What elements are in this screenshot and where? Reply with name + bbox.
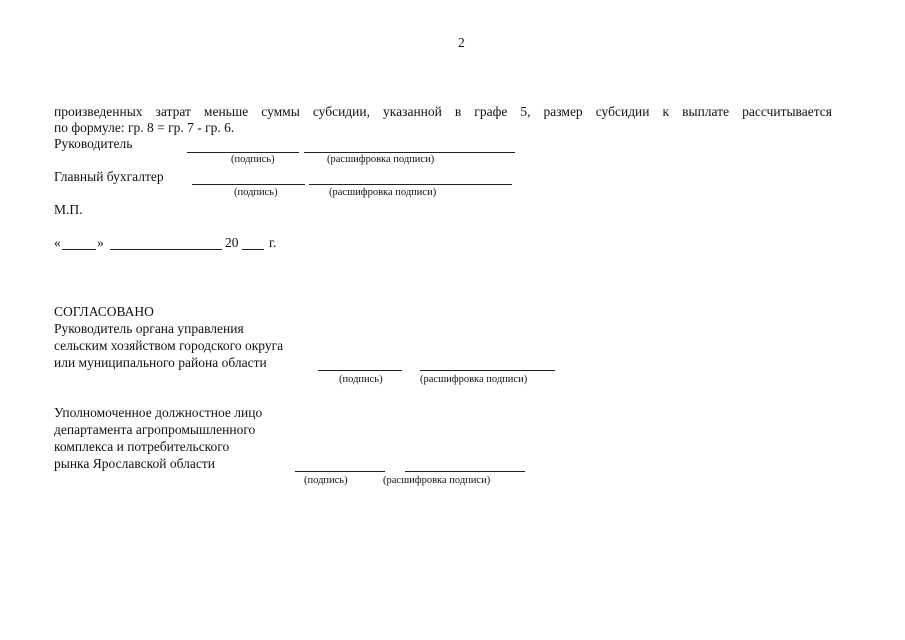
approval-block1-signature-caption: (подпись) <box>339 374 383 385</box>
accountant-signature-line <box>192 184 305 185</box>
date-year-prefix: 20 <box>225 235 239 250</box>
approval-block2-signature-caption: (подпись) <box>304 475 348 486</box>
date-open-quote: « <box>54 235 61 250</box>
approval-block1-decryption-line <box>420 370 555 371</box>
accountant-decryption-line <box>309 184 512 185</box>
approval-block2-decryption-line <box>405 471 525 472</box>
continuation-paragraph <box>54 104 832 136</box>
approval-block2-line-1: Уполномоченное должностное лицо <box>54 405 263 420</box>
date-year-line <box>242 249 264 250</box>
date-day-line <box>62 249 96 250</box>
approval-block2-line-3: комплекса и потребительского <box>54 439 230 454</box>
approval-block2-line-4: рынка Ярославской области <box>54 456 215 471</box>
date-close-quote: » <box>97 235 104 250</box>
approval-block1-line-3: или муниципального района области <box>54 355 267 370</box>
stamp-place-label: М.П. <box>54 202 83 217</box>
date-year-suffix: г. <box>269 235 277 250</box>
approval-block1-decryption-caption: (расшифровка подписи) <box>420 374 528 385</box>
accountant-decryption-caption: (расшифровка подписи) <box>329 187 437 198</box>
head-decryption-caption: (расшифровка подписи) <box>327 154 435 165</box>
approval-title: СОГЛАСОВАНО <box>54 304 154 319</box>
head-decryption-line <box>304 152 515 153</box>
approval-block2-line-2: департамента агропромышленного <box>54 422 256 437</box>
approval-block1-line-2: сельским хозяйством городского округа <box>54 338 284 353</box>
approval-block2-decryption-caption: (расшифровка подписи) <box>383 475 491 486</box>
accountant-role-label: Главный бухгалтер <box>54 169 164 184</box>
head-role-label: Руководитель <box>54 136 133 151</box>
approval-block1-signature-line <box>318 370 402 371</box>
approval-block1-line-1: Руководитель органа управления <box>54 321 244 336</box>
approval-block2-signature-line <box>295 471 385 472</box>
accountant-signature-caption: (подпись) <box>234 187 278 198</box>
head-signature-line <box>187 152 299 153</box>
date-month-line <box>110 249 222 250</box>
paragraph-line-1: произведенных затрат меньше суммы субсидии, указанной в графе 5, размер субсидии к выплате рассчитывается <box>54 104 832 119</box>
head-signature-caption: (подпись) <box>231 154 275 165</box>
paragraph-line-2: по формуле: гр. 8 = гр. 7 - гр. 6. <box>54 120 235 135</box>
page-number: 2 <box>458 35 465 50</box>
